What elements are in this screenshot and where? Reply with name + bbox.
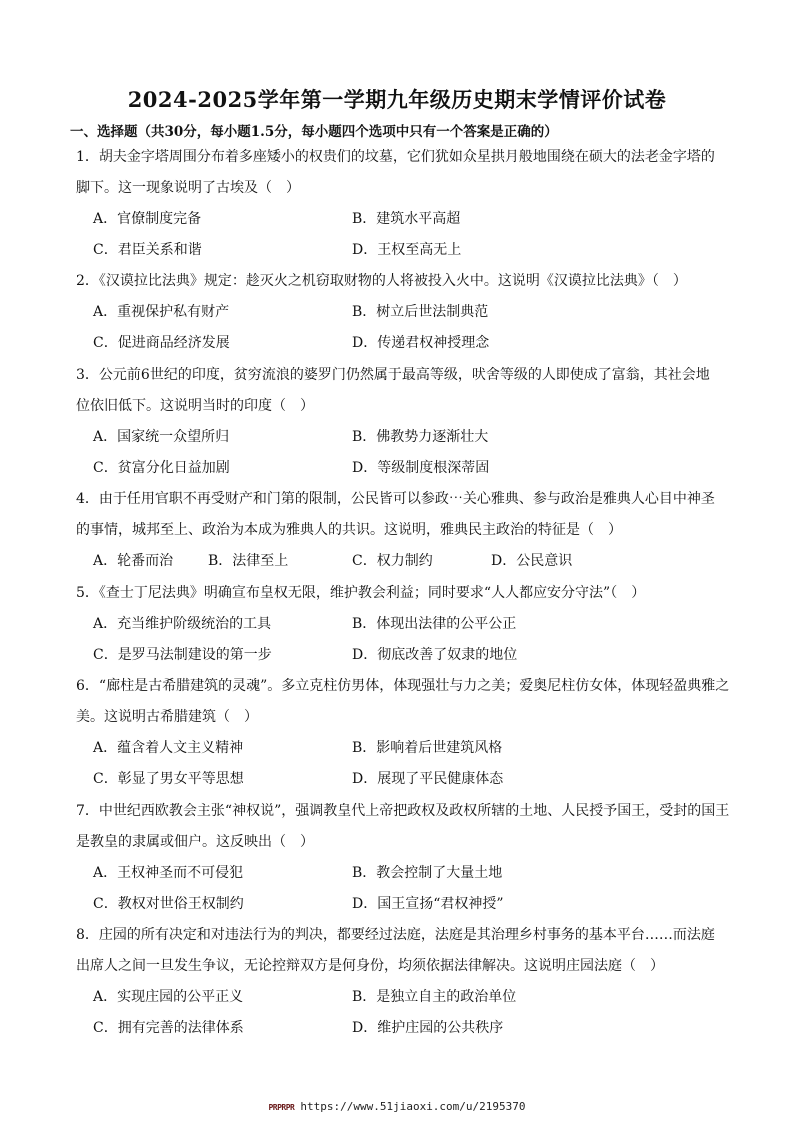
question-4-line-2: 的事情，城邦至上、政治为本成为雅典人的共识。这说明，雅典民主政治的特征是（ ） (76, 522, 622, 538)
question-2-option-a: A．重视保护私有财产 (93, 304, 230, 320)
question-5-line-1: 5．《查士丁尼法典》明确宣布皇权无限，维护教会利益；同时要求“人人都应安分守法”（ ） (76, 585, 646, 601)
question-7-option-a: A．王权神圣而不可侵犯 (93, 865, 244, 881)
question-6-option-a: A．蕴含着人文主义精神 (93, 740, 244, 756)
question-8-option-d: D．维护庄园的公共秩序 (352, 1020, 504, 1036)
question-8-option-b: B．是独立自主的政治单位 (352, 989, 517, 1005)
page-footer (0, 1100, 794, 1113)
question-4-option-d: D．公民意识 (491, 553, 573, 569)
question-4-line-1: 4．由于任用官职不再受财产和门第的限制，公民皆可以参政⋯关心雅典、参与政治是雅典人心目中神圣 (76, 491, 715, 507)
question-3-option-d: D．等级制度根深蒂固 (352, 460, 490, 476)
question-8-line-1: 8．庄园的所有决定和对违法行为的判决，都要经过法庭，法庭是其治理乡村事务的基本平台……而法庭 (76, 927, 715, 943)
question-3-option-b: B．佛教势力逐渐壮大 (352, 429, 489, 445)
question-5-option-a: A．充当维护阶级统治的工具 (93, 616, 272, 632)
question-1-option-d: D．王权至高无上 (352, 242, 462, 258)
footer-url[interactable]: https://www.51jiaoxi.com/u/2195370 (300, 1100, 526, 1113)
question-6-option-d: D．展现了平民健康体态 (352, 771, 504, 787)
question-8-option-a: A．实现庄园的公平正义 (93, 989, 244, 1005)
question-7-line-1: 7．中世纪西欧教会主张“神权说”，强调教皇代上帝把政权及政权所辖的土地、人民授予国王，受封的国王 (76, 803, 730, 819)
question-5-option-c: C．是罗马法制建设的第一步 (93, 647, 272, 663)
question-1-option-a: A．官僚制度完备 (93, 211, 202, 227)
question-6-line-2: 美。这说明古希腊建筑（ ） (76, 709, 258, 725)
question-7-option-d: D．国王宣扬“君权神授” (352, 896, 504, 912)
question-4-option-b: B．法律至上 (208, 553, 289, 569)
question-2-line-1: 2．《汉谟拉比法典》规定：趁灭火之机窃取财物的人将被投入火中。这说明《汉谟拉比法典》（ ） (76, 273, 687, 289)
question-1-option-b: B．建筑水平高超 (352, 211, 461, 227)
exam-title: 2024-2025学年第一学期九年级历史期末学情评价试卷 (127, 87, 667, 112)
question-2-option-b: B．树立后世法制典范 (352, 304, 489, 320)
question-6-option-b: B．影响着后世建筑风格 (352, 740, 503, 756)
question-1-line-1: 1．胡夫金字塔周围分布着多座矮小的权贵们的坟墓，它们犹如众星拱月般地围绕在硕大的法老金字塔的 (76, 149, 715, 165)
question-2-option-c: C．促进商品经济发展 (93, 335, 230, 351)
question-1-option-c: C．君臣关系和谐 (93, 242, 202, 258)
question-7-option-b: B．教会控制了大量土地 (352, 865, 503, 881)
question-3-line-1: 3．公元前6世纪的印度，贫穷流浪的婆罗门仍然属于最高等级，吠舍等级的人即使成了富翁，其社会地 (76, 367, 710, 383)
question-4-option-a: A．轮番而治 (93, 553, 174, 569)
site-logo: PRPRPR (268, 1103, 295, 1112)
question-7-option-c: C．教权对世俗王权制约 (93, 896, 244, 912)
section-heading: 一、选择题（共30分，每小题1.5分，每小题四个选项中只有一个答案是正确的） (70, 124, 558, 140)
question-6-option-c: C．彰显了男女平等思想 (93, 771, 244, 787)
question-8-line-2: 出席人之间一旦发生争议，无论控辩双方是何身份，均须依据法律解决。这说明庄园法庭（ ） (76, 958, 664, 974)
question-6-line-1: 6．“廊柱是古希腊建筑的灵魂”。多立克柱仿男体，体现强壮与力之美；爱奥尼柱仿女体，体现轻盈典雅之 (76, 678, 730, 694)
question-5-option-b: B．体现出法律的公平公正 (352, 616, 517, 632)
question-3-option-a: A．国家统一众望所归 (93, 429, 230, 445)
question-7-line-2: 是教皇的隶属或佃户。这反映出（ ） (76, 834, 314, 850)
question-8-option-c: C．拥有完善的法律体系 (93, 1020, 244, 1036)
question-1-line-2: 脚下。这一现象说明了古埃及（ ） (76, 180, 300, 196)
question-3-option-c: C．贫富分化日益加剧 (93, 460, 230, 476)
question-2-option-d: D．传递君权神授理念 (352, 335, 490, 351)
question-5-option-d: D．彻底改善了奴隶的地位 (352, 647, 518, 663)
question-3-line-2: 位依旧低下。这说明当时的印度（ ） (76, 398, 314, 414)
question-4-option-c: C．权力制约 (352, 553, 433, 569)
